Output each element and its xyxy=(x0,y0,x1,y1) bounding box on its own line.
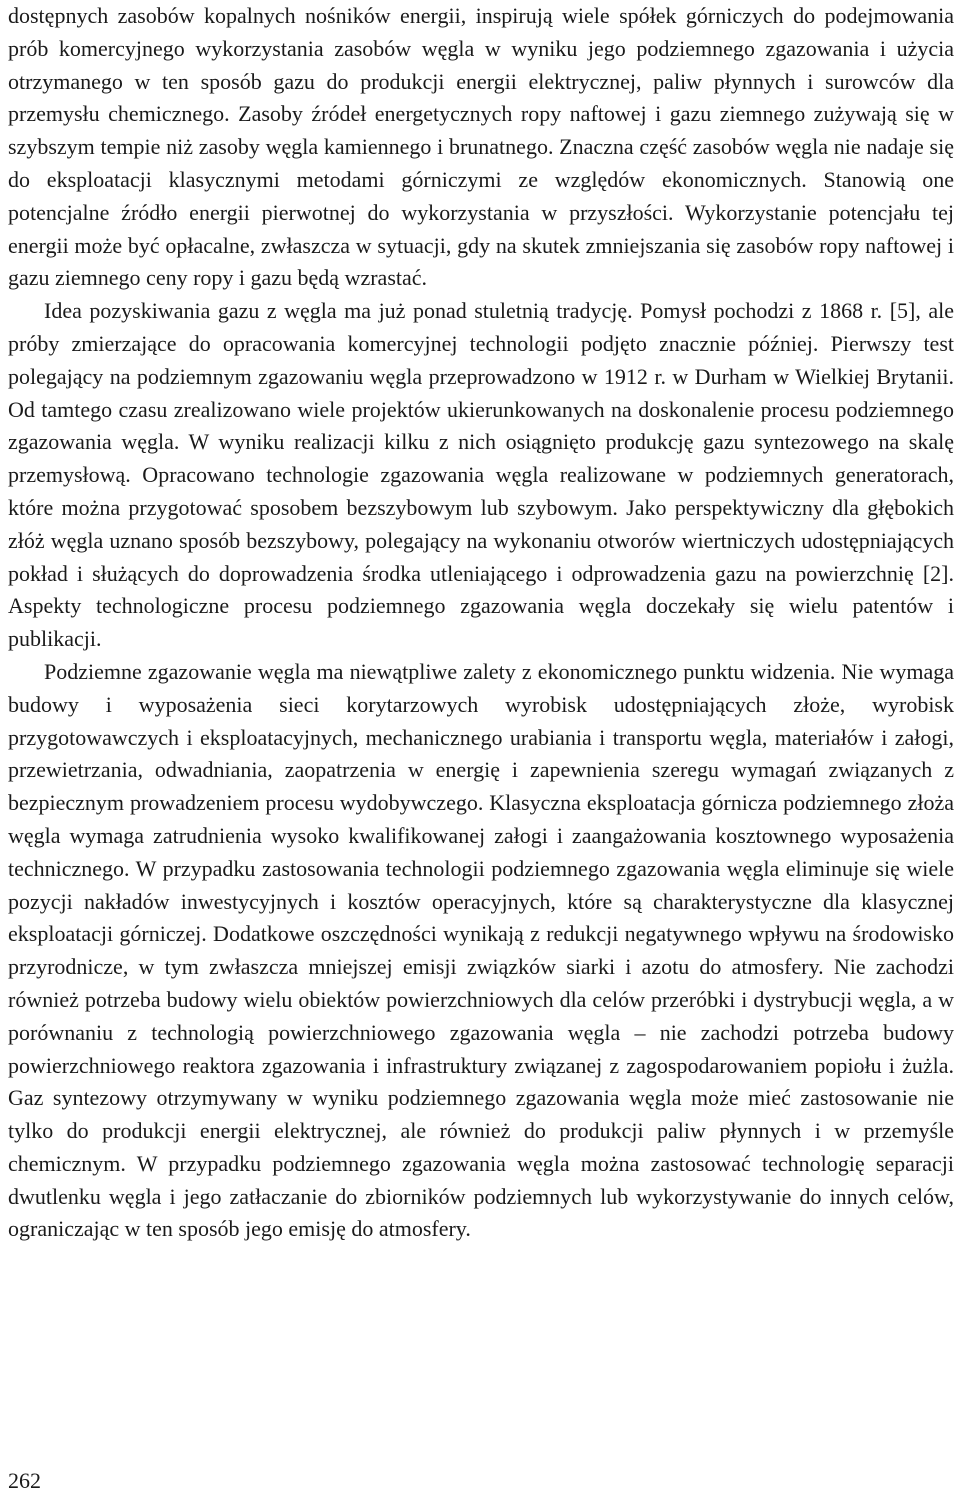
paragraph-history: Idea pozyskiwania gazu z węgla ma już ponad stuletnią tradycję. Pomysł pochodzi z 1868 r. [5], ale próby zmierzające do opracowania komercyjnej technologii podjęto znacznie później. Pierwszy test polegający na podziemnym zgazowaniu węgla przeprowadzono w 1912 r. w Durham w Wielkiej Brytanii. Od tamtego czasu zrealizowano wiele projektów ukierunkowanych na doskonalenie procesu podziemnego zgazowania węgla. W wyniku realizacji kilku z nich osiągnięto produkcję gazu syntezowego na skalę przemysłową. Opracowano technologie zgazowania węgla realizowane w podziemnych generatorach, które można przygotować sposobem bezszybowym lub szybowym. Jako perspektywiczny dla głębokich złóż węgla uznano sposób bezszybowy, polegający na wykonaniu otworów wiertniczych udostępniających pokład i służących do doprowadzenia środka utleniającego i odprowadzenia gazu na powierzchnię [2]. Aspekty technologiczne procesu podziemnego zgazowania węgla doczekały się wielu patentów i publikacji. xyxy=(8,298,954,652)
document-body xyxy=(8,0,954,1246)
paragraph-advantages: Podziemne zgazowanie węgla ma niewątpliwe zalety z ekonomicznego punktu widzenia. Nie wymaga budowy i wyposażenia sieci korytarzowych wyrobisk udostępniających złoże, wyrobisk przygotowawczych i eksploatacyjnych, mechanicznego urabiania i transportu węgla, materiałów i załogi, przewietrzania, odwadniania, zaopatrzenia w energię i zapewnienia szeregu wymagań związanych z bezpiecznym prowadzeniem procesu wydobywczego. Klasyczna eksploatacja górnicza podziemnego złoża węgla wymaga zatrudnienia wysoko kwalifikowanej załogi i zaangażowania kosztownego wyposażenia technicznego. W przypadku zastosowania technologii podziemnego zgazowania węgla eliminuje się wiele pozycji nakładów inwestycyjnych i kosztów operacyjnych, które są charakterystyczne dla klasycznej eksploatacji górniczej. Dodatkowe oszczędności wynikają z redukcji negatywnego wpływu na środowisko przyrodnicze, w tym zwłaszcza mniejszej emisji związków siarki i azotu do atmosfery. Nie zachodzi również potrzeba budowy wielu obiektów powierzchniowych dla celów przeróbki i dystrybucji węgla, a w porównaniu z technologią powierzchniowego zgazowania węgla – nie zachodzi potrzeba budowy powierzchniowego reaktora zgazowania i infrastruktury związanej z zagospodarowaniem popiołu i żużla. Gaz syntezowy otrzymywany w wyniku podziemnego zgazowania węgla może mieć zastosowanie nie tylko do produkcji energii elektrycznej, ale również do produkcji paliw płynnych i w przemyśle chemicznym. W przypadku podziemnego zgazowania węgla można zastosować technologię separacji dwutlenku węgla i jego zatłaczanie do zbiorników podziemnych lub wykorzystywanie do innych celów, ograniczając w ten sposób jego emisję do atmosfery. xyxy=(8,658,954,1242)
page-number: 262 xyxy=(8,1468,41,1493)
paragraph-continuation: dostępnych zasobów kopalnych nośników energii, inspirują wiele spółek górniczych do podejmowania prób komercyjnego wykorzystania zasobów węgla w wyniku jego podziemnego zgazowania i użycia otrzymanego w ten sposób gazu do produkcji energii elektrycznej, paliw płynnych i surowców dla przemysłu chemicznego. Zasoby źródeł energetycznych ropy naftowej i gazu ziemnego zużywają się w szybszym tempie niż zasoby węgla kamiennego i brunatnego. Znaczna część zasobów węgla nie nadaje się do eksploatacji klasycznymi metodami górniczymi ze względów ekonomicznych. Stanowią one potencjalne źródło energii pierwotnej do wykorzystania w przyszłości. Wykorzystanie potencjału tej energii może być opłacalne, zwłaszcza w sytuacji, gdy na skutek zmniejszania się zasobów ropy naftowej i gazu ziemnego ceny ropy i gazu będą wzrastać. xyxy=(8,3,954,291)
